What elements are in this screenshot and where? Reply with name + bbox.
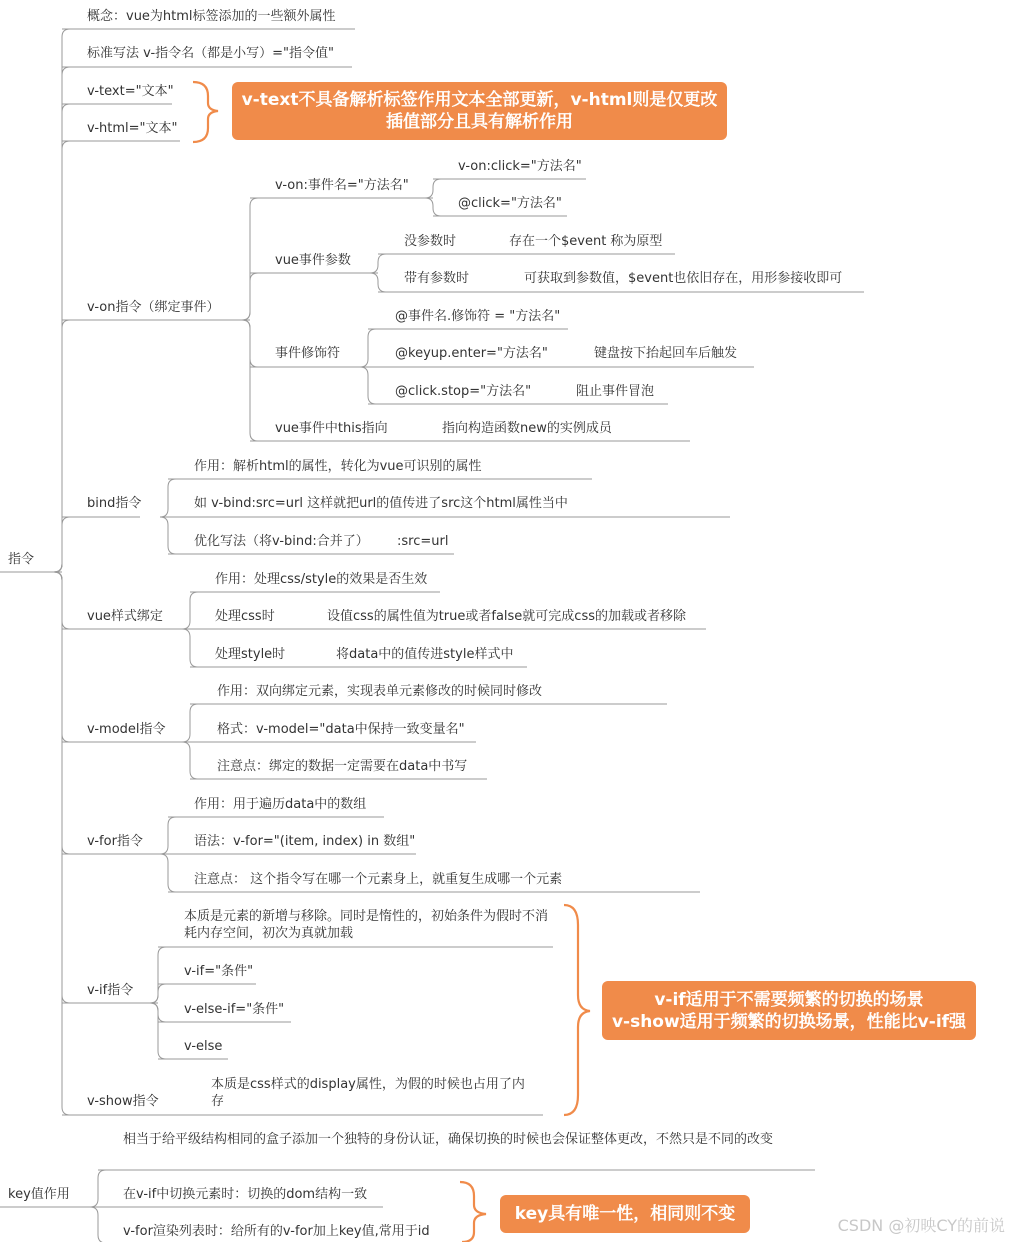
node-vmodel-note: 注意点：绑定的数据一定需要在data中书写	[217, 759, 468, 774]
node-von-eventname: v-on:事件名="方法名"	[275, 178, 409, 193]
connector-72	[150, 1003, 166, 1059]
node-style-css-desc: 设值css的属性值为true或者false就可完成css的加载或者移除	[327, 609, 686, 624]
node-vmodel-format: 格式：v-model="data中保持一致变量名"	[217, 722, 465, 737]
node-style-style: 处理style时	[215, 647, 286, 662]
node-with-params-desc: 可获取到参数值，$event也依旧存在，用形参接收即可	[524, 271, 843, 286]
connector-11	[54, 572, 70, 1115]
brace-key	[460, 1182, 486, 1242]
watermark: CSDN @初映CY的前说	[837, 1216, 1005, 1235]
node-at-click: @click="方法名"	[458, 196, 562, 211]
node-style-css: 处理css时	[215, 609, 275, 624]
brace-if-show	[564, 905, 590, 1115]
connector-32	[425, 198, 441, 216]
callout-text-html	[232, 82, 727, 140]
node-key-desc: 相当于给平级结构相同的盒子添加一个独特的身份认证，确保切换的时候也会保证整体更改，不然只是不同的改变	[123, 1132, 774, 1147]
node-event-params: vue事件参数	[275, 253, 351, 268]
connector-59	[182, 742, 198, 779]
connector-36	[370, 273, 386, 292]
key-root-node: key值作用	[8, 1187, 70, 1202]
node-mod-keyup-desc: 键盘按下抬起回车后触发	[594, 346, 738, 361]
node-style-style-desc: 将data中的值传进style样式中	[336, 647, 514, 662]
connector-47	[160, 517, 176, 554]
callout-text-html-line2: 插值部分且具有解析作用	[386, 112, 573, 132]
node-bind-short-val: :src=url	[397, 534, 449, 549]
node-no-params-desc: 存在一个$event 称为原型	[509, 234, 663, 249]
node-vfor-note: 注意点： 这个指令写在哪一个元素身上，就重复生成哪一个元素	[194, 872, 563, 887]
node-vif-if: v-if="条件"	[184, 964, 254, 979]
node-bind-effect: 作用：解析html的属性，转化为vue可识别的属性	[194, 459, 482, 474]
node-bind: bind指令	[87, 496, 142, 511]
connector-35	[370, 254, 386, 273]
connector-41	[360, 367, 376, 404]
connector-65	[160, 854, 176, 892]
node-mod-general: @事件名.修饰符 = "方法名"	[395, 309, 561, 324]
node-with-params: 带有参数时	[404, 271, 470, 286]
node-this-ptr: vue事件中this指向	[275, 421, 388, 436]
node-this-ptr-desc: 指向构造函数new的实例成员	[442, 421, 612, 436]
node-mod-stop-desc: 阻止事件冒泡	[576, 384, 655, 399]
connector-6	[54, 517, 70, 572]
node-style-effect: 作用：处理css/style的效果是否生效	[215, 572, 428, 587]
connector-78	[90, 1170, 106, 1207]
connector-26	[242, 320, 258, 441]
node-vif-elseif: v-else-if="条件"	[184, 1002, 285, 1017]
node-vhtml: v-html="文本"	[87, 121, 178, 136]
connector-51	[182, 592, 198, 629]
node-vfor: v-for指令	[87, 834, 143, 849]
root-node: 指令	[8, 552, 35, 567]
connector-31	[425, 179, 441, 198]
node-vfor-effect: 作用：用于遍历data中的数组	[194, 797, 367, 812]
node-vmodel: v-model指令	[87, 722, 166, 737]
node-vshow-desc: 本质是css样式的display属性，为假的时候也占用了内存	[211, 1077, 525, 1109]
connector-45	[160, 479, 176, 517]
node-bind-short: 优化写法（将v-bind:合并了）	[194, 534, 369, 549]
node-style-bind: vue样式绑定	[87, 609, 163, 624]
connector-63	[160, 817, 176, 854]
connector-57	[182, 704, 198, 742]
node-vif-else: v-else	[184, 1039, 223, 1054]
node-vshow: v-show指令	[87, 1094, 159, 1109]
node-mod-keyup: @keyup.enter="方法名"	[395, 346, 548, 361]
callout-key	[500, 1195, 750, 1233]
node-mod-stop: @click.stop="方法名"	[395, 384, 532, 399]
connector-39	[360, 329, 376, 367]
callout-if-show-line2: v-show适用于频繁的切换场景，性能比v-if强	[611, 1011, 967, 1032]
node-von-click: v-on:click="方法名"	[458, 159, 582, 174]
callout-key-line1: key具有唯一性，相同则不变	[514, 1204, 736, 1224]
node-concept: 概念：vue为html标签添加的一些额外属性	[87, 9, 336, 24]
node-vmodel-effect: 作用：双向绑定元素，实现表单元素修改的时候同时修改	[217, 684, 543, 699]
node-vif: v-if指令	[87, 983, 134, 998]
connector-80	[90, 1207, 106, 1242]
connector-53	[182, 629, 198, 667]
node-modifiers: 事件修饰符	[275, 346, 341, 361]
connector-24	[242, 273, 258, 320]
brace-text-html	[193, 82, 218, 142]
node-no-params: 没参数时	[404, 234, 457, 249]
callout-if-show	[602, 981, 976, 1040]
node-vtext: v-text="文本"	[87, 84, 174, 99]
callout-if-show-line1: v-if适用于不需要频繁的切换的场景	[654, 989, 924, 1010]
callout-text-html-line1: v-text不具备解析标签作用文本全部更新，v-html则是仅更改	[241, 90, 718, 110]
node-von: v-on指令（绑定事件）	[87, 300, 220, 315]
node-vif-desc: 本质是元素的新增与移除。同时是惰性的，初始条件为假时不消耗内存空间，初次为真就加载	[184, 909, 549, 941]
node-syntax: 标准写法 v-指令名（都是小写）="指令值"	[87, 46, 335, 61]
node-vfor-syntax: 语法：v-for="(item, index) in 数组"	[194, 834, 416, 849]
node-key-vif: 在v-if中切换元素时：切换的dom结构一致	[123, 1187, 368, 1202]
node-key-vfor: v-for渲染列表时：给所有的v-for加上key值,常用于id	[123, 1224, 430, 1239]
node-bind-example: 如 v-bind:src=url 这样就把url的值传进了src这个html属性当中	[194, 496, 568, 511]
